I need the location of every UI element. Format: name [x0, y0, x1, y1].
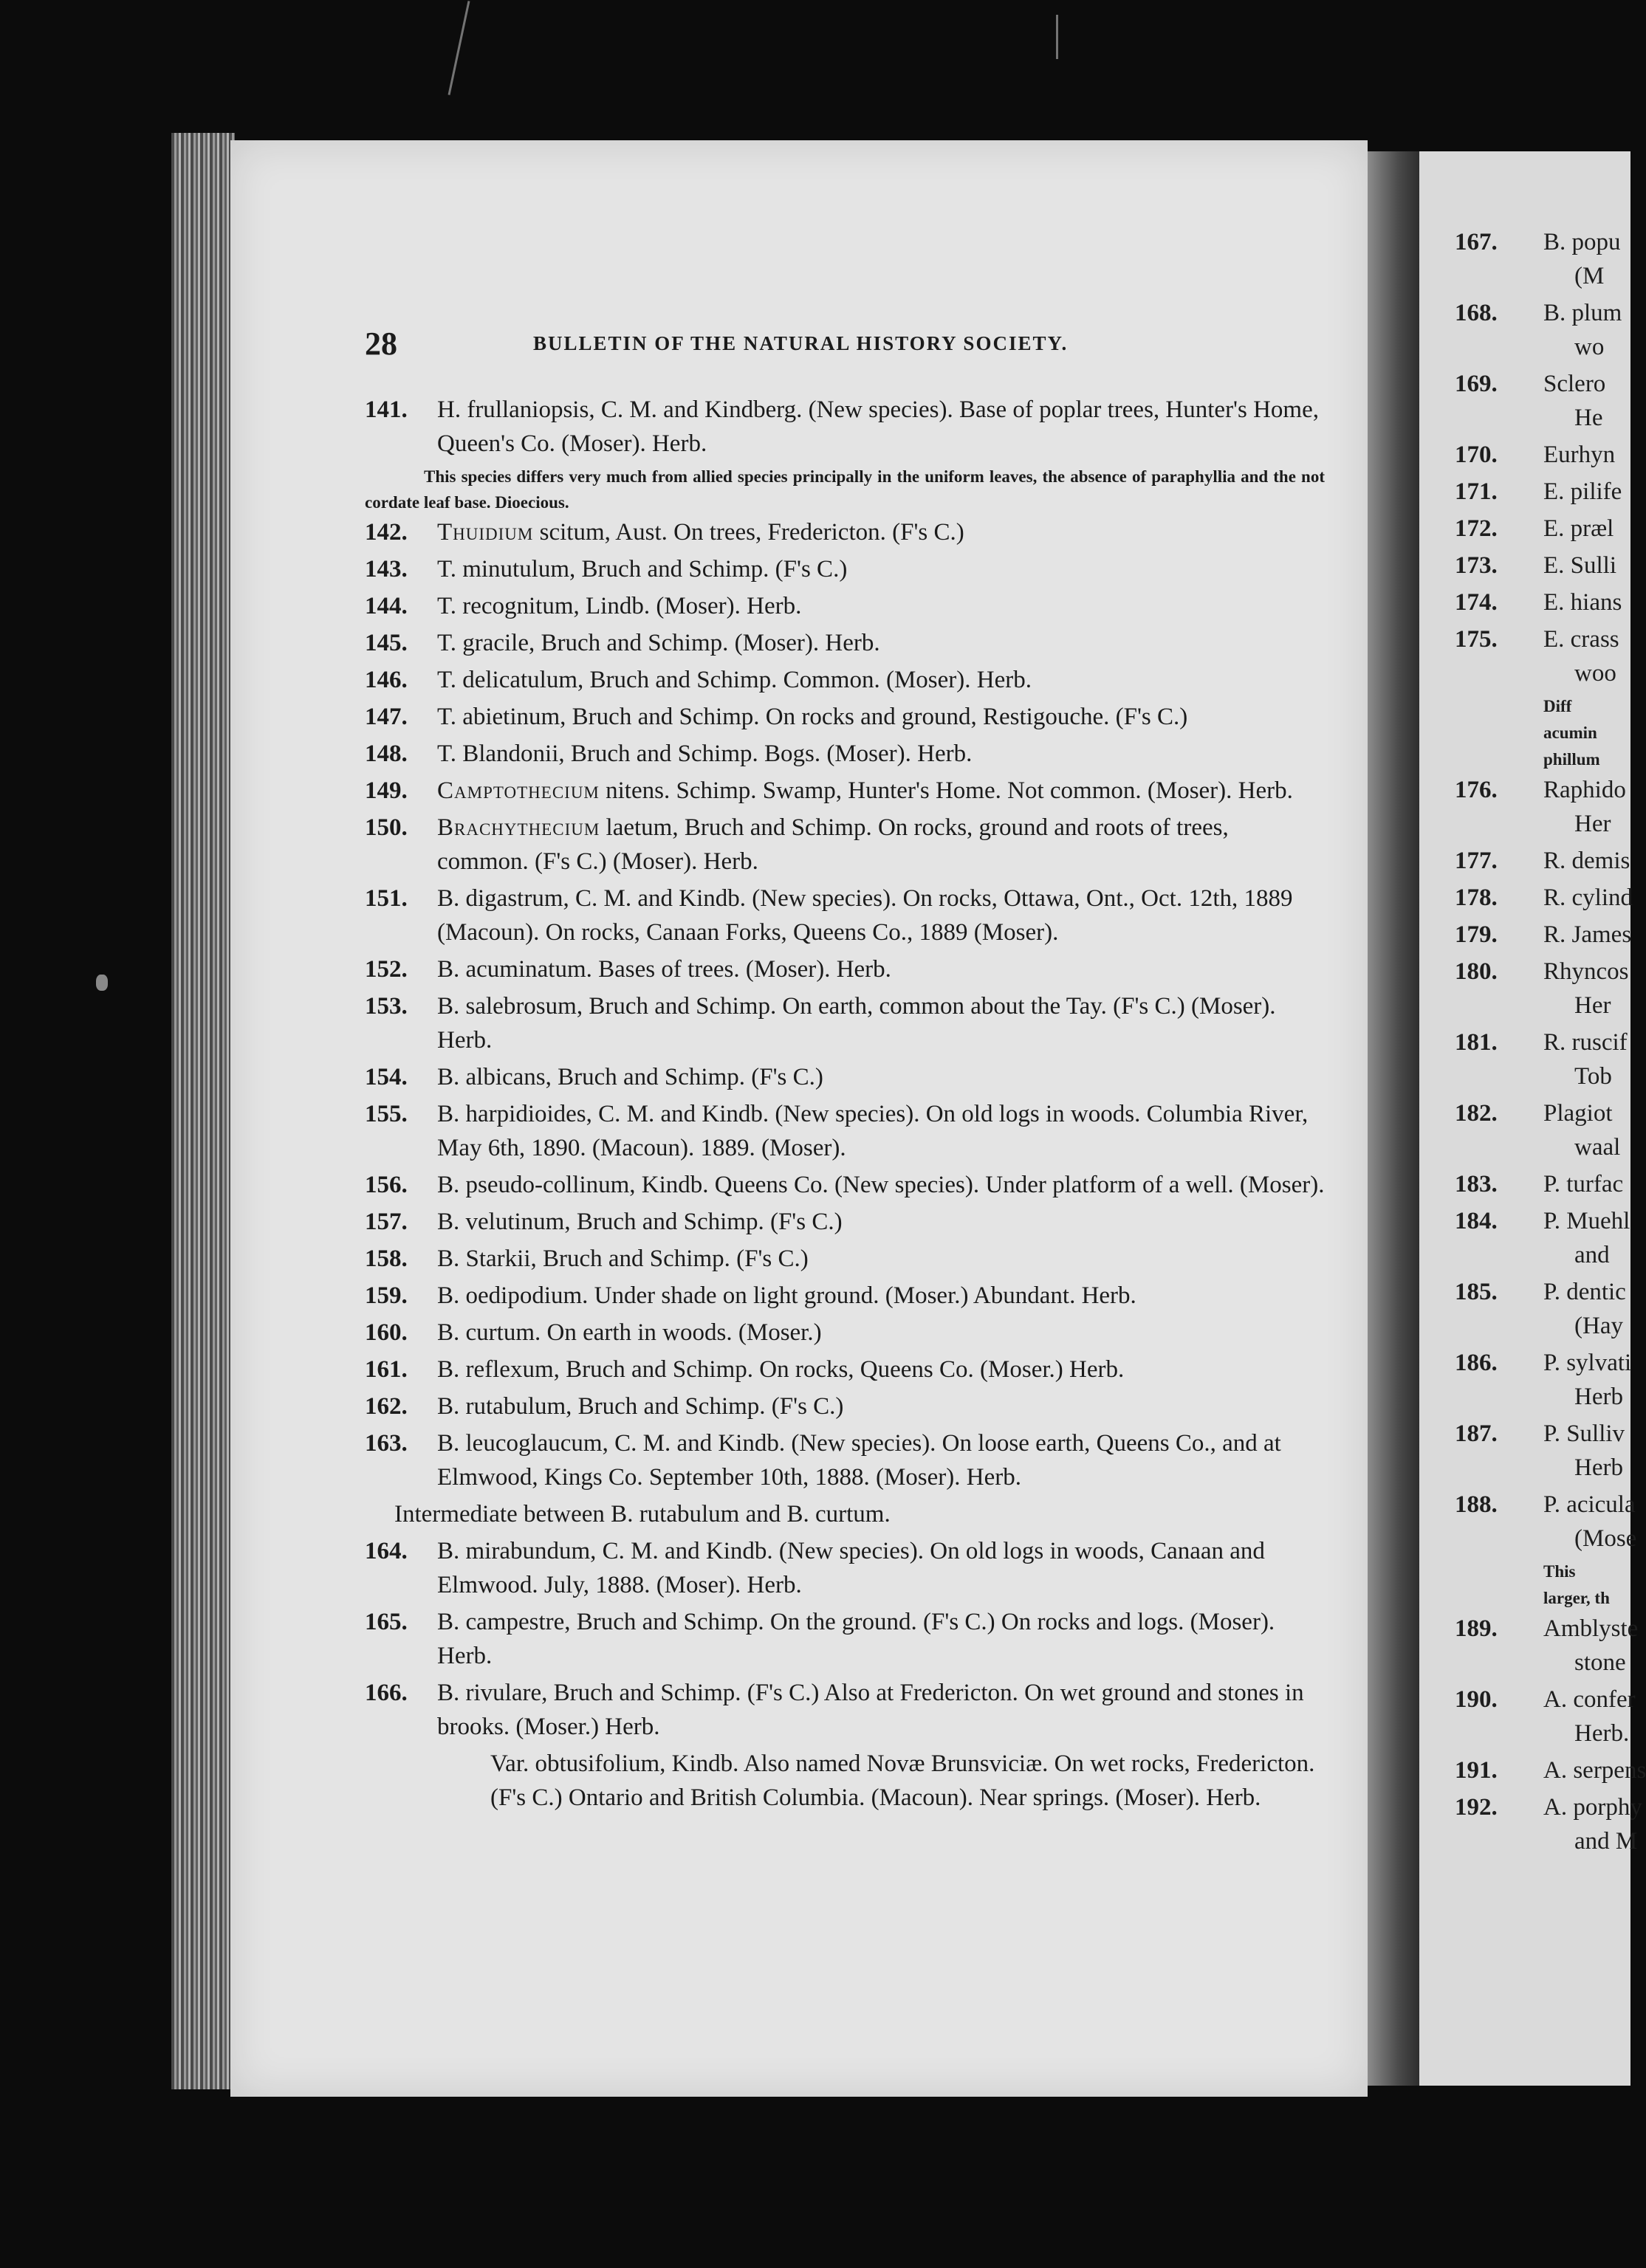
- right-page-entry-continuation: Her: [1574, 811, 1611, 837]
- right-page-entry-continuation: woo: [1574, 660, 1616, 687]
- right-page-entry-continuation: (Hay: [1574, 1313, 1623, 1339]
- entry-number: 141.: [365, 396, 408, 423]
- page-header: [365, 325, 1325, 369]
- entry-number: 166.: [365, 1680, 408, 1706]
- right-page-entry-continuation: (Mose: [1574, 1525, 1637, 1552]
- species-entry: [365, 882, 1325, 949]
- right-page-entry-text: Sclero: [1543, 371, 1606, 397]
- species-entry: [365, 1060, 1325, 1094]
- right-page-entry-text: E. præl: [1543, 515, 1614, 542]
- entry-number: 155.: [365, 1101, 408, 1127]
- entry-text: B. rivulare, Bruch and Schimp. (F's C.) Also at Fredericton. On wet ground and stones in brooks. (Moser.) Herb.: [437, 1680, 1304, 1740]
- right-page-entry-continuation: wo: [1574, 334, 1605, 360]
- right-page-entry-text: R. ruscif: [1543, 1029, 1628, 1056]
- entry-number: 151.: [365, 885, 408, 912]
- entry-text: scitum, Aust. On trees, Fredericton. (F's C.): [533, 519, 964, 546]
- right-page-entry-text: B. popu: [1543, 229, 1621, 255]
- species-entry: [365, 737, 1325, 771]
- right-page-entry-text: E. crass: [1543, 626, 1619, 653]
- right-page-entry-number: 175.: [1455, 626, 1498, 653]
- right-page-entry-number: 179.: [1455, 921, 1498, 948]
- species-entry: [365, 774, 1325, 808]
- species-entry: [365, 1279, 1325, 1313]
- entry-text: B. acuminatum. Bases of trees. (Moser). Herb.: [437, 956, 891, 983]
- entry-text: T. delicatulum, Bruch and Schimp. Common. (Moser). Herb.: [437, 667, 1032, 693]
- entry-number: 143.: [365, 556, 408, 583]
- species-list: [365, 393, 1325, 1818]
- species-entry: [365, 515, 1325, 549]
- entry-text: T. gracile, Bruch and Schimp. (Moser). Herb.: [437, 630, 880, 656]
- right-page-entry-number: 192.: [1455, 1794, 1498, 1821]
- entry-text: T. minutulum, Bruch and Schimp. (F's C.): [437, 556, 848, 583]
- entry-number: 150.: [365, 814, 408, 841]
- right-page-entry-number: 173.: [1455, 552, 1498, 579]
- species-entry: [365, 1168, 1325, 1202]
- entry-text: B. harpidioides, C. M. and Kindb. (New species). On old logs in woods. Columbia River, May 6th, 1890. (Macoun). 1889. (Moser).: [437, 1101, 1309, 1161]
- species-entry: [365, 1205, 1325, 1239]
- entry-text: B. pseudo-collinum, Kindb. Queens Co. (New species). Under platform of a well. (Moser).: [437, 1172, 1325, 1198]
- entry-text: B. velutinum, Bruch and Schimp. (F's C.): [437, 1209, 843, 1235]
- right-page-entry-text: R. cylind: [1543, 884, 1633, 911]
- right-page-entry-number: 182.: [1455, 1100, 1498, 1127]
- entry-text: T. Blandonii, Bruch and Schimp. Bogs. (Moser). Herb.: [437, 740, 973, 767]
- page-number: 28: [365, 326, 397, 362]
- entry-number: 164.: [365, 1538, 408, 1564]
- right-page-entry-text: A. serpens: [1543, 1757, 1646, 1784]
- species-entry: [365, 1316, 1325, 1350]
- entry-number: 145.: [365, 630, 408, 656]
- entry-number: 154.: [365, 1064, 408, 1090]
- right-page-entry-text: A. confer: [1543, 1686, 1636, 1713]
- right-page-entry-text: P. Muehl: [1543, 1208, 1630, 1234]
- right-page-entry-text: P. sylvati: [1543, 1350, 1632, 1376]
- entry-number: 158.: [365, 1245, 408, 1272]
- right-page-entry-number: 176.: [1455, 777, 1498, 803]
- entry-text: B. mirabundum, C. M. and Kindb. (New species). On old logs in woods, Canaan and Elmwood. July, 1888. (Moser). Herb.: [437, 1538, 1265, 1598]
- right-page-entry-number: 177.: [1455, 848, 1498, 874]
- film-spot: [96, 975, 108, 991]
- entry-text: B. salebrosum, Bruch and Schimp. On earth, common about the Tay. (F's C.) (Moser). Herb.: [437, 993, 1276, 1054]
- species-entry: [365, 1534, 1325, 1602]
- right-page-entry-continuation: waal: [1574, 1134, 1621, 1161]
- species-entry: [365, 552, 1325, 586]
- right-page-entry-continuation: Her: [1574, 992, 1611, 1019]
- right-page-note-fragment: phillum: [1543, 750, 1600, 769]
- right-page-entry-text: E. Sulli: [1543, 552, 1617, 579]
- entry-number: 162.: [365, 1393, 408, 1420]
- entry-number: 144.: [365, 593, 408, 619]
- right-page-entry-continuation: He: [1574, 405, 1603, 431]
- entry-number: 152.: [365, 956, 408, 983]
- right-page-note-fragment: This: [1543, 1562, 1576, 1581]
- right-page-note-fragment: Diff: [1543, 697, 1572, 715]
- entry-number: 142.: [365, 519, 408, 546]
- right-page-note-fragment: acumin: [1543, 724, 1597, 742]
- right-page-entry-number: 181.: [1455, 1029, 1498, 1056]
- species-entry: [365, 626, 1325, 660]
- entry-text: B. reflexum, Bruch and Schimp. On rocks, Queens Co. (Moser.) Herb.: [437, 1356, 1125, 1383]
- right-page-entry-number: 188.: [1455, 1491, 1498, 1518]
- entry-text: T. abietinum, Bruch and Schimp. On rocks and ground, Restigouche. (F's C.): [437, 704, 1188, 730]
- species-entry: [365, 393, 1325, 461]
- entry-number: 159.: [365, 1282, 408, 1309]
- right-page-entry-number: 183.: [1455, 1171, 1498, 1197]
- right-page-entry-text: B. plum: [1543, 300, 1622, 326]
- right-page-entry-text: A. porphy: [1543, 1794, 1642, 1821]
- right-page-entry-number: 186.: [1455, 1350, 1498, 1376]
- right-page-entry-continuation: Herb: [1574, 1384, 1623, 1410]
- species-entry: [365, 1242, 1325, 1276]
- species-entry: [365, 1605, 1325, 1673]
- right-page-entry-number: 180.: [1455, 958, 1498, 985]
- right-page-entry-number: 191.: [1455, 1757, 1498, 1784]
- right-page-entry-text: P. dentic: [1543, 1279, 1626, 1305]
- entry-text: B. oedipodium. Under shade on light ground. (Moser.) Abundant. Herb.: [437, 1282, 1136, 1309]
- right-page-entry-text: Eurhyn: [1543, 441, 1616, 468]
- species-entry: [365, 663, 1325, 697]
- right-page-entry-text: R. demis: [1543, 848, 1630, 874]
- right-page-entry-number: 190.: [1455, 1686, 1498, 1713]
- right-page-entry-continuation: Herb.: [1574, 1720, 1630, 1747]
- right-page-entry-text: Raphido: [1543, 777, 1626, 803]
- entry-number: 156.: [365, 1172, 408, 1198]
- right-page-entry-continuation: and: [1574, 1242, 1610, 1268]
- right-page-entry-number: 172.: [1455, 515, 1498, 542]
- species-entry: [365, 1097, 1325, 1165]
- entry-text: H. frullaniopsis, C. M. and Kindberg. (New species). Base of poplar trees, Hunter's Home, Queen's Co. (Moser). Herb.: [437, 396, 1319, 457]
- entry-text: B. digastrum, C. M. and Kindb. (New species). On rocks, Ottawa, Ont., Oct. 12th, 1889 (Macoun). On rocks, Canaan Forks, Queens Co., 1889 (Moser).: [437, 885, 1293, 946]
- right-page-entry-text: P. Sulliv: [1543, 1420, 1625, 1447]
- right-page-entry-number: 184.: [1455, 1208, 1498, 1234]
- running-title: BULLETIN OF THE NATURAL HISTORY SOCIETY.: [533, 332, 1069, 354]
- species-entry: [365, 1389, 1325, 1423]
- entry-number: 153.: [365, 993, 408, 1020]
- entry-number: 160.: [365, 1319, 408, 1346]
- entry-text: T. recognitum, Lindb. (Moser). Herb.: [437, 593, 802, 619]
- species-comment: [365, 1497, 1325, 1531]
- entry-number: 161.: [365, 1356, 408, 1383]
- entry-text: nitens. Schimp. Swamp, Hunter's Home. Not common. (Moser). Herb.: [599, 777, 1293, 804]
- right-page-entry-number: 178.: [1455, 884, 1498, 911]
- film-scratch: [448, 1, 470, 95]
- right-page-entry-text: Plagiot: [1543, 1100, 1613, 1127]
- entry-number: 165.: [365, 1609, 408, 1635]
- species-note: This species differs very much from allied species principally in the uniform leaves, the absence of paraphyllia and the not cordate leaf base. Dioecious.: [365, 467, 1325, 512]
- entry-number: 157.: [365, 1209, 408, 1235]
- right-page-entry-text: R. James: [1543, 921, 1632, 948]
- right-page-entry-text: Rhyncos: [1543, 958, 1629, 985]
- entry-text: B. leucoglaucum, C. M. and Kindb. (New species). On loose earth, Queens Co., and at Elmwood, Kings Co. September 10th, 1888. (Moser). Herb.: [437, 1430, 1281, 1491]
- entry-text: B. campestre, Bruch and Schimp. On the ground. (F's C.) On rocks and logs. (Moser). Herb.: [437, 1609, 1275, 1669]
- species-entry: [365, 952, 1325, 986]
- species-entry: [365, 1426, 1325, 1494]
- book-gutter: [1368, 151, 1419, 2086]
- right-page-entry-text: E. hians: [1543, 589, 1622, 616]
- right-page-entry-number: 187.: [1455, 1420, 1498, 1447]
- right-page-entry-continuation: and M: [1574, 1828, 1638, 1855]
- species-entry: [365, 989, 1325, 1057]
- variety-text: Var. obtusifolium, Kindb. Also named Novæ Brunsviciæ. On wet rocks, Fredericton. (F's C.) Ontario and British Columbia. (Macoun). Near springs. (Moser). Herb.: [490, 1750, 1315, 1811]
- genus-name: Brachythecium: [437, 814, 600, 841]
- right-page-entry-continuation: Tob: [1574, 1063, 1612, 1090]
- right-page: [1419, 151, 1646, 2086]
- species-entry: [365, 589, 1325, 623]
- page-edge: [171, 133, 235, 2089]
- right-page-entry-text: P. acicula: [1543, 1491, 1636, 1518]
- right-page-entry-text: E. pilife: [1543, 478, 1622, 505]
- right-page-entry-number: 174.: [1455, 589, 1498, 616]
- entry-text: B. rutabulum, Bruch and Schimp. (F's C.): [437, 1393, 844, 1420]
- species-entry: [365, 1353, 1325, 1386]
- species-entry: [365, 700, 1325, 734]
- entry-number: 163.: [365, 1430, 408, 1457]
- entry-number: 146.: [365, 667, 408, 693]
- entry-text: B. curtum. On earth in woods. (Moser.): [437, 1319, 822, 1346]
- film-scratch: [1056, 15, 1058, 59]
- entry-number: 148.: [365, 740, 408, 767]
- right-page-entry-number: 169.: [1455, 371, 1498, 397]
- right-page-entry-continuation: (M: [1574, 263, 1605, 289]
- right-page-entry-number: 171.: [1455, 478, 1498, 505]
- right-page-entry-continuation: Herb: [1574, 1454, 1623, 1481]
- entry-text: laetum, Bruch and Schimp. On rocks, ground and roots of trees, common. (F's C.) (Moser). Herb.: [437, 814, 1229, 875]
- comment-text: Intermediate between B. rutabulum and B. curtum.: [394, 1501, 891, 1528]
- right-page-entry-number: 170.: [1455, 441, 1498, 468]
- right-page-entry-number: 189.: [1455, 1615, 1498, 1642]
- genus-name: Camptothecium: [437, 777, 600, 804]
- right-page-entry-continuation: stone: [1574, 1649, 1626, 1676]
- genus-name: Thuidium: [437, 519, 534, 546]
- entry-text: B. Starkii, Bruch and Schimp. (F's C.): [437, 1245, 809, 1272]
- entry-number: 149.: [365, 777, 408, 804]
- variety-entry: [365, 1747, 1325, 1815]
- right-page-note-fragment: larger, th: [1543, 1589, 1610, 1607]
- species-entry: [365, 1676, 1325, 1744]
- entry-text: B. albicans, Bruch and Schimp. (F's C.): [437, 1064, 823, 1090]
- right-page-entry-number: 167.: [1455, 229, 1498, 255]
- right-page-entry-number: 185.: [1455, 1279, 1498, 1305]
- right-page-entry-number: 168.: [1455, 300, 1498, 326]
- species-entry: [365, 811, 1325, 879]
- entry-number: 147.: [365, 704, 408, 730]
- right-page-entry-text: P. turfac: [1543, 1171, 1624, 1197]
- right-page-entry-text: Amblyste: [1543, 1615, 1639, 1642]
